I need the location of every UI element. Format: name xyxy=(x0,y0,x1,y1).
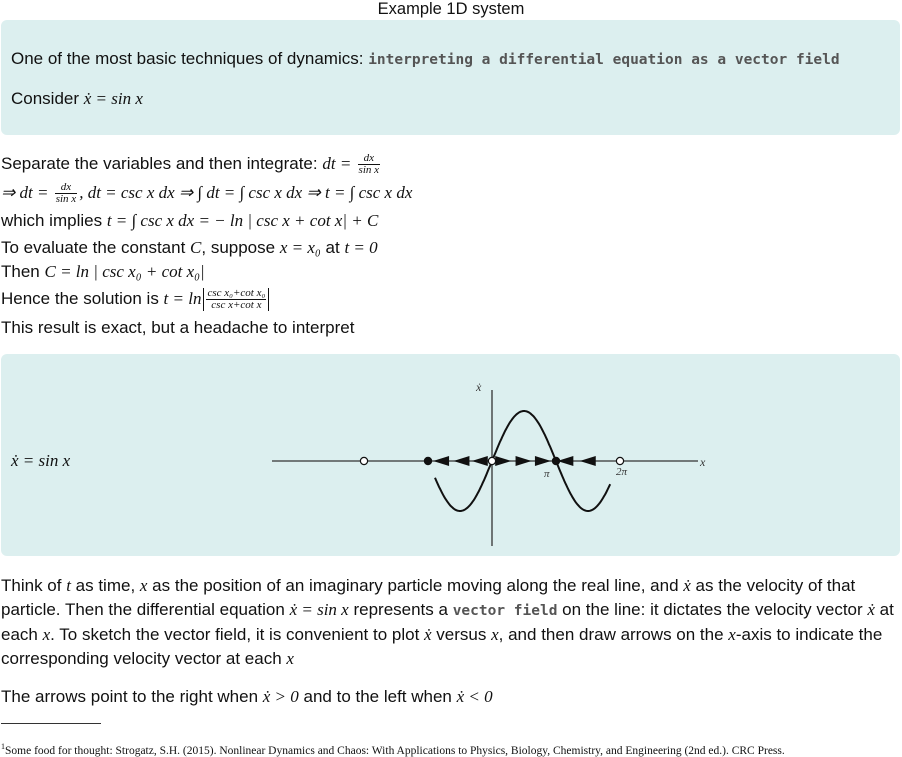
derivation-line-3: which implies t = ∫ csc x dx = − ln | csc x + cot x| + C xyxy=(1,211,379,230)
tick-pi: π xyxy=(544,468,550,480)
left-arrow xyxy=(472,456,488,466)
vector-field-figure xyxy=(260,370,720,555)
stable-fixed-point xyxy=(552,457,559,464)
consider-line xyxy=(11,89,143,109)
x-axis-label: x xyxy=(700,455,706,469)
footnote xyxy=(1,742,785,757)
left-arrow xyxy=(453,456,469,466)
y-axis-label: ẋ xyxy=(476,380,482,394)
right-arrow xyxy=(495,456,511,466)
intro-code: interpreting a differential equation as a vector field xyxy=(368,52,840,68)
derivation-line-1: Separate the variables and then integrate: dt = $\frac{dx}{\text{sin x}}$ xyxy=(1,152,380,176)
inline-code: vector field xyxy=(452,603,558,619)
left-arrow xyxy=(433,456,449,466)
consider-equation: ẋ = sin x xyxy=(83,89,143,108)
fraction: $\frac{dx}{\text{sin x}}$ xyxy=(55,181,77,205)
intro-line xyxy=(11,49,840,69)
consider-text: Consider xyxy=(11,89,84,108)
stable-fixed-point xyxy=(424,457,431,464)
tick-2pi: 2π xyxy=(616,466,628,478)
right-arrow xyxy=(516,456,532,466)
footnote-text: Some food for thought: Strogatz, S.H. (2015). Nonlinear Dynamics and Chaos: With Applications to Physics, Biology, Chemistry, and Engineering (2nd ed.). CRC Press. xyxy=(5,744,785,757)
unstable-fixed-point xyxy=(488,457,495,464)
unstable-fixed-point xyxy=(360,457,367,464)
arrows-direction-line: The arrows point to the right when ẋ > 0 and to the left when ẋ < 0 xyxy=(1,687,493,706)
figure-equation: ẋ = sin x xyxy=(11,451,71,470)
derivation-line-2: ⇒ dt = $\frac{dx}{\text{sin x}}$ , dt = csc x dx ⇒ ∫ dt = ∫ csc x dx ⇒ t = ∫ csc x dx xyxy=(1,181,413,205)
derivation-line-6: Hence the solution is t = ln $\frac{\text{csc x₀+cot x₀}}{\text{csc x+cot x}}$ xyxy=(1,288,271,311)
intro-callout xyxy=(1,20,900,135)
unstable-fixed-point xyxy=(616,457,623,464)
footnote-divider xyxy=(1,723,101,724)
page-title: Example 1D system xyxy=(377,0,525,18)
explanation-paragraph: Think of t as time, x as the position of an imaginary particle moving along the real line, and ẋ as the velocity of that particle. Then the differential equation ẋ = sin x represents a vector field on the line: it dictates the velocity vector ẋ at each x. To sketch the vector field, it is convenient to plot ẋ versus x, and then draw arrows on the x-axis to indicate the corresponding velocity vector at each x xyxy=(1,576,894,668)
footnote-mark: 1 xyxy=(1,742,5,751)
abs-fraction: $\frac{\text{csc x₀+cot x₀}}{\text{csc x+cot x}}$ xyxy=(203,288,269,311)
derivation-line-7: This result is exact, but a headache to interpret xyxy=(1,318,355,337)
left-arrow xyxy=(580,456,596,466)
intro-text: One of the most basic techniques of dynamics: xyxy=(11,49,369,68)
derivation-line-4: To evaluate the constant C, suppose x = x₀ at t = 0 xyxy=(1,238,378,257)
right-arrow xyxy=(535,456,551,466)
fraction: $\frac{dx}{\text{sin x}}$ xyxy=(358,152,380,176)
derivation-line-5: Then C = ln | csc x₀ + cot x₀| xyxy=(1,262,205,281)
